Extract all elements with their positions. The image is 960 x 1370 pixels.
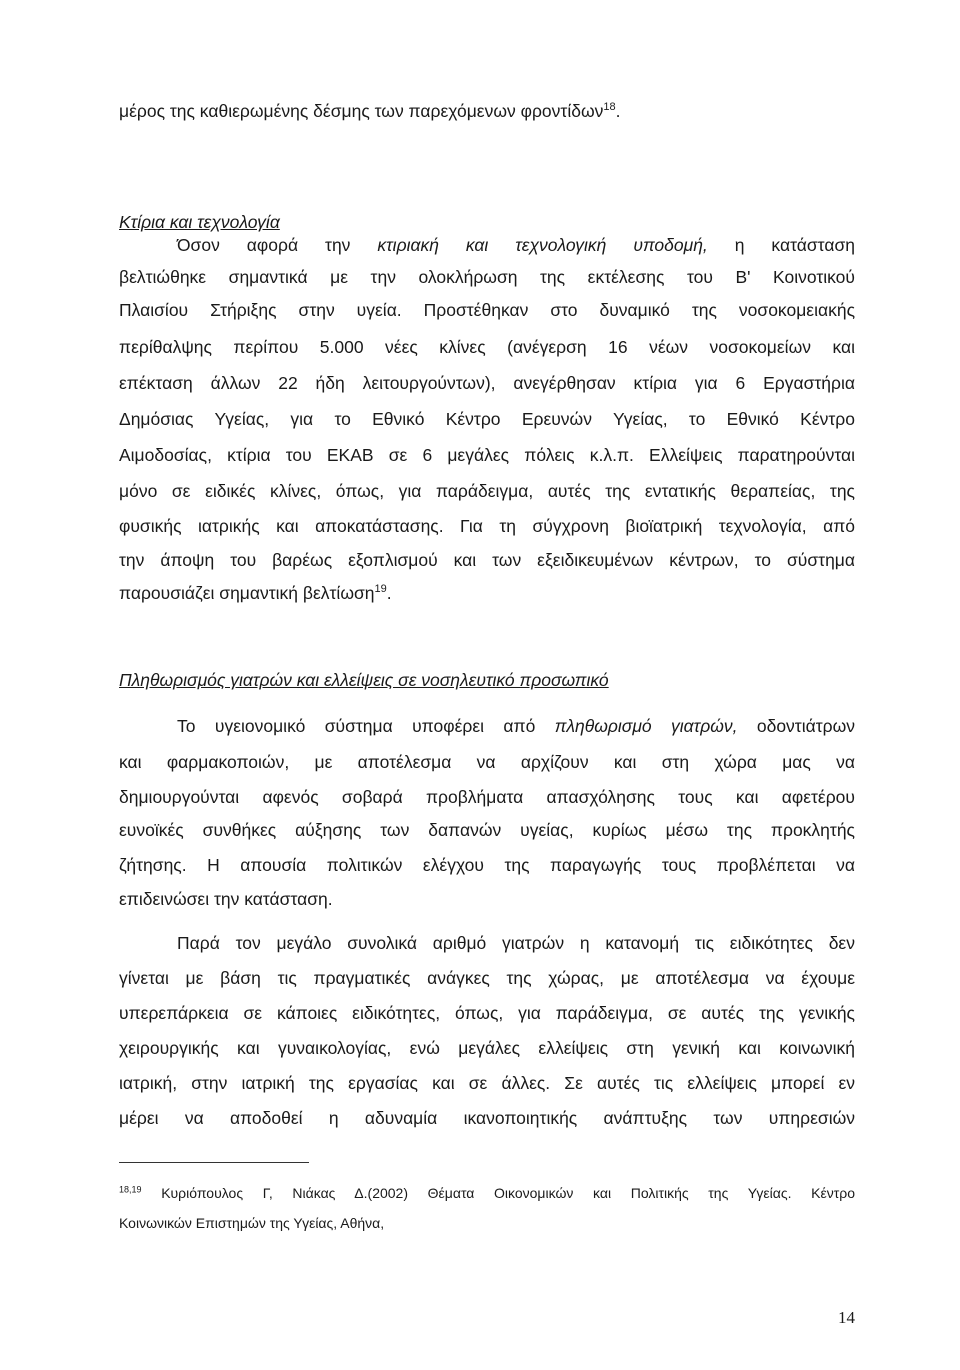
footnote-line: $^{18,19}$ Κυριόπουλος Γ, Νιάκας Δ.(2002) Θέματα Οικονομικών και Πολιτικής της Υγείας. Κέντρο (119, 1184, 855, 1201)
footnote-ref-18: 18 (603, 101, 616, 114)
intro-line: μέρος της καθιερωμένης δέσμης των παρεχόμενων φροντίδων$^{18}$. (119, 101, 621, 121)
section-heading-buildings-technology: Κτίρια και τεχνολογία (119, 212, 280, 232)
paragraph-line: βελτιώθηκε σημαντικά με την ολοκλήρωση της εκτέλεσης του Β' Κοινοτικού (119, 267, 855, 287)
footnote-ref-19: 19 (374, 583, 387, 596)
footnote-line: Κοινωνικών Επιστημών της Υγείας, Αθήνα, (119, 1215, 385, 1231)
paragraph-line: Πλαισίου Στήριξης στην υγεία. Προστέθηκαν στο δυναμικό της νοσοκομειακής (119, 300, 855, 320)
paragraph-line: φυσικής ιατρικής και αποκατάστασης. Για τη σύγχρονη βιοϊατρική τεχνολογία, από (119, 516, 855, 536)
paragraph-line: ιατρική, στην ιατρική της εργασίας και σε άλλες. Σε αυτές τις ελλείψεις μπορεί εν (119, 1073, 855, 1093)
paragraph-line: Το υγειονομικό σύστημα υποφέρει από πληθωρισμό γιατρών, οδοντιάτρων (177, 716, 855, 736)
emphasis-infrastructure: κτιριακή και τεχνολογική υποδομή, (377, 235, 708, 255)
paragraph-line: Παρά τον μεγάλο συνολικά αριθμό γιατρών η κατανομή τις ειδικότητες δεν (177, 933, 855, 953)
paragraph-line: ευνοϊκές συνθήκες αύξησης των δαπανών υγείας, κυρίως μέσω της προκλητής (119, 820, 855, 840)
paragraph-line: Όσον αφορά την κτιριακή και τεχνολογική υποδομή, η κατάσταση (177, 235, 855, 255)
paragraph-line: και φαρμακοποιών, με αποτέλεσμα να αρχίζουν και στη χώρα μας να (119, 752, 855, 772)
paragraph-line: χειρουργικής και γυναικολογίας, ενώ μεγάλες ελλείψεις στη γενική και κοινωνική (119, 1038, 855, 1058)
paragraph-line: Αιμοδοσίας, κτίρια του ΕΚΑΒ σε 6 μεγάλες πόλεις κ.λ.π. Ελλείψεις παρατηρούνται (119, 445, 855, 465)
intro-text: μέρος της καθιερωμένης δέσμης των παρεχόμενων φροντίδων (119, 101, 604, 121)
footnote-refs: 18,19 (119, 1184, 142, 1195)
footnote-divider (119, 1162, 309, 1163)
paragraph-line: περίθαλψης περίπου 5.000 νέες κλίνες (ανέγερση 16 νέων νοσοκομείων και (119, 337, 855, 357)
paragraph-line: παρουσιάζει σημαντική βελτίωση$^{19}$. (119, 583, 392, 603)
paragraph-line: την άποψη του βαρέως εξοπλισμού και των εξειδικευμένων κέντρων, το σύστημα (119, 550, 855, 570)
paragraph-line: μέρει να αποδοθεί η αδυναμία ικανοποιητικής ανάπτυξης των υπηρεσιών (119, 1108, 855, 1128)
paragraph-line: υπερεπάρκεια σε κάποιες ειδικότητες, όπως, για παράδειγμα, σε αυτές της γενικής (119, 1003, 855, 1023)
emphasis-doctor-surplus: πληθωρισμό γιατρών, (554, 716, 738, 736)
paragraph-line: δημιουργούνται αφενός σοβαρά προβλήματα απασχόλησης τους και αφετέρου (119, 787, 855, 807)
page-number: 14 (838, 1308, 855, 1327)
paragraph-line: γίνεται με βάση τις πραγματικές ανάγκες της χώρας, με αποτέλεσμα να έχουμε (119, 968, 855, 988)
section-heading-doctor-surplus: Πληθωρισμός γιατρών και ελλείψεις σε νοσηλευτικό προσωπικό (119, 670, 609, 690)
paragraph-line: επέκταση άλλων 22 ήδη λειτουργούντων), ανεγέρθησαν κτίρια για 6 Εργαστήρια (119, 373, 855, 393)
paragraph-line: ζήτησης. Η απουσία πολιτικών ελέγχου της παραγωγής τους προβλέπεται να (119, 855, 855, 875)
paragraph-line: μόνο σε ειδικές κλίνες, όπως, για παράδειγμα, αυτές της εντατικής θεραπείας, της (119, 481, 855, 501)
paragraph-line: επιδεινώσει την κατάσταση. (119, 889, 333, 909)
paragraph-line: Δημόσιας Υγείας, για το Εθνικό Κέντρο Ερευνών Υγείας, το Εθνικό Κέντρο (119, 409, 855, 429)
